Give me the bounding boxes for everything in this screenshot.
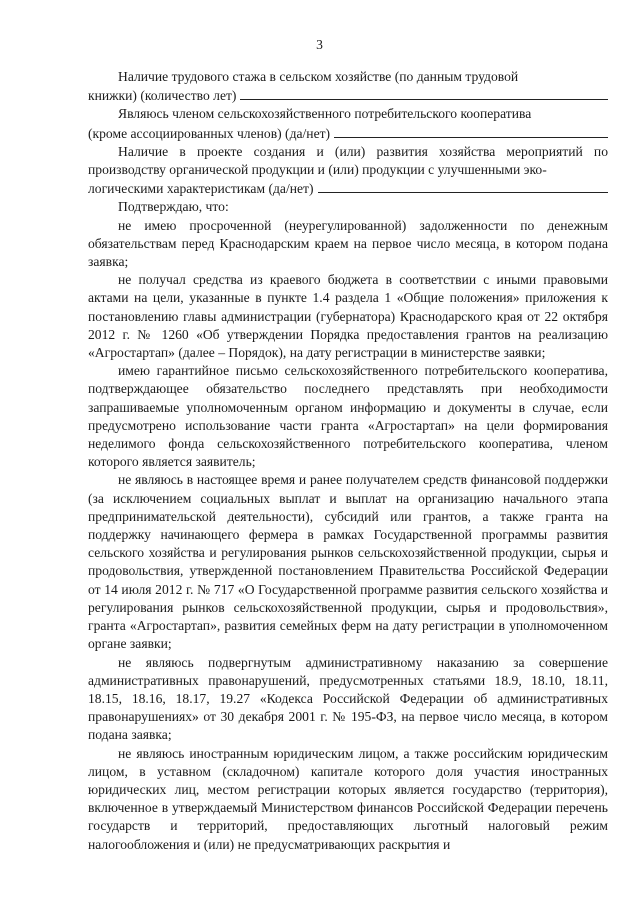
paragraph: не являюсь в настоящее время и ранее получателем средств финансовой поддержки (за исключением социальных выплат и выплат на организацию начального этапа предпринимательской деятельности), субсидий или грантов, а также гранта на поддержку начинающего фермера в рамках Государственной программы развития сельского хозяйства и регулирования рынков сельскохозяйственной продукции, сырья и продовольствия, утвержденной постановлением Правительства Российской Федерации от 14 июля 2012 г. № 717 «О Государственной программе развития сельского хозяйства и регулирования рынков сельскохозяйственной продукции, сырья и продовольствия», гранта «Агростартап», развития семейных ферм на дату регистрации в уполномоченном органе заявки; — [88, 472, 608, 652]
confirm-heading: Подтверждаю, что: — [118, 199, 229, 215]
field-organic[interactable] — [88, 179, 608, 198]
organic-blank[interactable] — [318, 179, 609, 193]
field-coop-member-label: (кроме ассоциированных членов) (да/нет) — [88, 125, 331, 141]
paragraph: не получал средства из краевого бюджета в соответствии с иными правовыми актами на цели, указанные в пункте 1.4 раздела 1 «Общие положения» приложения к постановлению главы администрации (губернатора) Краснодарского края от 22 октября 2012 г. № 1260 «Об утверждении Порядка предоставления грантов на реализацию «Агростартап» (далее – Порядок), на дату регистрации в министерстве заявки; — [88, 272, 608, 361]
paragraph: имею гарантийное письмо сельскохозяйственного потребительского кооператива, подтверждающее обязательство последнего представлять при необходимости запрашиваемые уполномоченным органом информацию и документы в случае, если предусмотрено использование части гранта «Агростартап» на цели формирования неделимого фонда сельскохозяйственного потребительского кооператива, членом которого является заявитель; — [88, 363, 608, 470]
field-organic-line1: Наличие в проекте создания и (или) развития хозяйства мероприятий по производству органической продукции и (или) продукции с улучшенными эко- — [88, 143, 608, 178]
paragraph: не имею просроченной (неурегулированной) задолженности по денежным обязательствам перед Краснодарским краем на первое число месяца, в котором подана заявка; — [88, 217, 608, 270]
field-coop-member-line1: Являюсь членом сельскохозяйственного потребительского кооператива — [118, 106, 532, 122]
field-farm-experience[interactable] — [88, 86, 608, 105]
field-coop-member[interactable] — [88, 124, 608, 143]
coop-member-blank[interactable] — [334, 124, 608, 138]
document-body — [88, 68, 608, 854]
page-number: 3 — [316, 37, 323, 52]
field-organic-label: логическими характеристикам (да/нет) — [88, 181, 314, 197]
farm-experience-blank[interactable] — [240, 86, 608, 100]
field-farm-experience-label: книжки) (количество лет) — [88, 88, 237, 104]
paragraph: не являюсь подвергнутым административному наказанию за совершение административных правонарушений, предусмотренных статьями 18.9, 18.10, 18.11, 18.15, 18.16, 18.17, 19.27 «Кодекса Российской Федерации об административных правонарушениях» от 30 декабря 2001 г. № 195-ФЗ, на первое число месяца, в котором подана заявка; — [88, 654, 608, 743]
field-farm-experience-line1: Наличие трудового стажа в сельском хозяйстве (по данным трудовой — [118, 69, 519, 84]
paragraph: не являюсь иностранным юридическим лицом, а также российским юридическим лицом, в уставном (складочном) капитале которого доля участия иностранных юридических лиц, местом регистрации которых является государство (территория), включенное в утверждаемый Министерством финансов Российской Федерации перечень государств и территорий, предоставляющих льготный налоговый режим налогообложения и (или) не предусматривающих раскрытия и — [88, 745, 608, 852]
